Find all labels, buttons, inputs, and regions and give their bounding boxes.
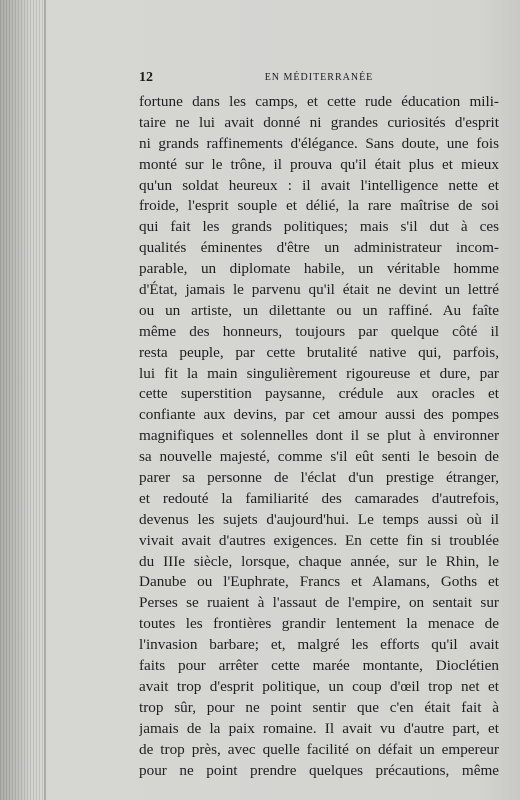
text-line: cette superstition paysanne, crédule aux oracles et: [139, 385, 499, 403]
text-line: toutes les frontières grandir lentement la menace de: [139, 615, 499, 633]
text-line: avait trop d'esprit politique, un coup d'œil trop net et: [139, 677, 499, 695]
text-line: faits pour arrêter cette marée montante, Dioclétien: [139, 657, 499, 675]
text-line: même des honneurs, toujours par quelque côté il: [139, 322, 499, 340]
text-line: fortune dans les camps, et cette rude éducation mili-: [139, 93, 499, 110]
text-line: sa nouvelle majesté, comme s'il eût senti le besoin de: [139, 448, 499, 466]
page-binding-edge: [0, 0, 44, 800]
text-line: du IIIe siècle, lorsque, chaque année, sur le Rhin, le: [139, 552, 499, 570]
text-line: pour ne point prendre quelques précautions, même: [139, 761, 499, 779]
text-line: et redouté la familiarité des camarades d'autrefois,: [139, 489, 499, 507]
text-line: taire ne lui avait donné ni grandes curiosités d'esprit: [139, 113, 499, 131]
text-line: froide, l'esprit souple et délié, la rare maîtrise de soi: [139, 197, 499, 215]
text-line: resta peuple, par cette brutalité native qui, parfois,: [139, 343, 499, 361]
page-header: [139, 70, 499, 88]
text-line: lui fit la main singulièrement rigoureuse et dure, par: [139, 364, 499, 382]
text-line: ou un artiste, un dilettante ou un raffiné. Au faîte: [139, 301, 499, 319]
text-line: ni grands raffinements d'élégance. Sans doute, une fois: [139, 134, 499, 152]
binding-shadow: [44, 0, 46, 800]
text-line: d'État, jamais le parvenu qu'il était ne devint un lettré: [139, 281, 499, 299]
text-line: de trop près, avec quelle facilité on défait un empereur: [139, 740, 499, 758]
text-line: Danube ou l'Euphrate, Francs et Alamans, Goths et: [139, 573, 499, 591]
text-line: trop sûr, pour ne point sentir que c'en était fait à: [139, 698, 499, 716]
text-line: devenus les sujets d'aujourd'hui. Le temps aussi où il: [139, 510, 499, 528]
text-line: jamais de la paix romaine. Il avait vu d'autre part, et: [139, 719, 499, 737]
page-number: 12: [139, 70, 153, 85]
text-line: l'invasion barbare; et, malgré les efforts qu'il avait: [139, 636, 499, 654]
body-text: [139, 92, 499, 781]
text-line: qualités éminentes d'être un administrateur incom-: [139, 239, 499, 257]
text-line: qui fait les grands politiques; mais s'il dut à ces: [139, 218, 499, 236]
text-line: confiante aux devins, par cet amour aussi des pompes: [139, 406, 499, 424]
text-line: Perses se ruaient à l'assaut de l'empire, on sentait sur: [139, 594, 499, 612]
text-line: monté sur le trône, il prouva qu'il était plus et mieux: [139, 155, 499, 173]
text-line: vivait avait d'autres exigences. En cette fin si troublée: [139, 531, 499, 549]
text-line: magnifiques et solennelles dont il se plut à environner: [139, 427, 499, 445]
text-line: parable, un diplomate habile, un véritable homme: [139, 260, 499, 278]
running-head: EN MÉDITERRANÉE: [264, 72, 374, 83]
text-line: qu'un soldat heureux : il avait l'intelligence nette et: [139, 176, 499, 194]
text-line: parer sa personne de l'éclat d'un prestige étranger,: [139, 469, 499, 487]
